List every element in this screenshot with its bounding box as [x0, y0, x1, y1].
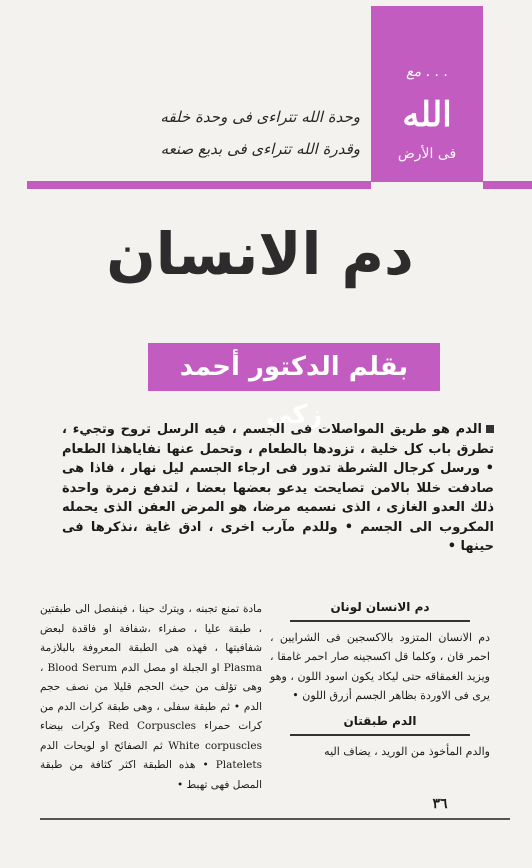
header-verse-line-1: وحدة الله تتراءى فى وحدة خلقه [160, 108, 360, 126]
subhead-rule [290, 734, 470, 736]
footer-rule [40, 818, 510, 820]
paragraph-two-layers: والدم المأخوذ من الوريد ، يضاف اليه [324, 744, 490, 758]
header-divider-left [27, 181, 371, 189]
header-divider-right [483, 181, 532, 189]
badge-allah-text: الله [402, 95, 452, 135]
paragraph-two-colors: دم الانسان المتزود بالاكسجين فى الشرايين ، احمر قان ، وكلما قل اكسجينه صار احمر غامقا ، ويزيد الغمقاقه حتى ليكاد يكون اسود اللون ، وهو يرى فى الاوردة بظاهر الجسم أزرق اللون • [270, 631, 490, 703]
subhead-two-colors: دم الانسان لونان [330, 600, 430, 614]
badge-with-text: مع . . . [406, 64, 448, 80]
right-column [270, 600, 490, 769]
page-number: ٣٦ [432, 796, 448, 812]
article-intro [62, 420, 494, 557]
paragraph-marker-icon [486, 425, 494, 433]
left-column [40, 600, 262, 803]
section-badge [371, 6, 483, 182]
intro-text: الدم هو طريق المواصلات فى الجسم ، فيه الرسل تروح وتجيء ، تطرق باب كل خلية ، تزودها بالطعام ، وتحمل عنها نفاياهذا الطعام • ورسل كرجال الشرطة تدور فى ارجاء الجسم ليل نهار ، فاذا هى صادفت خللا بالامن تصايحت يدعو بعضها بعضا ، لتدفع زمرة واحدة ذلك العدو الغازى ، الذى نسميه مرضا، هو المرض العفن الذى يحمله المكروب الى الجسم • وللدم مآرب اخرى ، ادق غاية ،نذكرها فى حينها • [62, 422, 494, 554]
author-byline: بقلم الدكتور أحمد زكى [148, 343, 440, 391]
paragraph-plasma: مادة تمنع تجبنه ، ويترك حينا ، فينفصل الى طبقتين ، طبقة عليا ، صفراء ،شفافة او فاقدة لبعض شفافيتها ، فهذه هى الطبقة المعروفة بالبلازمة Plasma او الجبلة او مصل الدم Blood Serum ، وهى تؤلف من حيث الحجم قليلا من نصف حجم الدم • ثم طبقة سفلى ، وهى طبقة كرات الدم من كرات حمراء Red Corpuscles وكرات بيضاء White corpuscles ثم الصفائح او لويحات الدم Platelets • هذه الطبقة اكثر كثافة من طبقة المصل فهى تهبط • [40, 603, 262, 791]
header-verse-line-2: وقدرة الله تتراءى فى بديع صنعه [160, 140, 360, 158]
badge-in-earth-text: فى الأرض [397, 146, 457, 162]
subhead-two-layers: الدم طبقتان [343, 713, 417, 728]
article-title: دم الانسان [106, 220, 414, 288]
subhead-rule [290, 620, 470, 622]
